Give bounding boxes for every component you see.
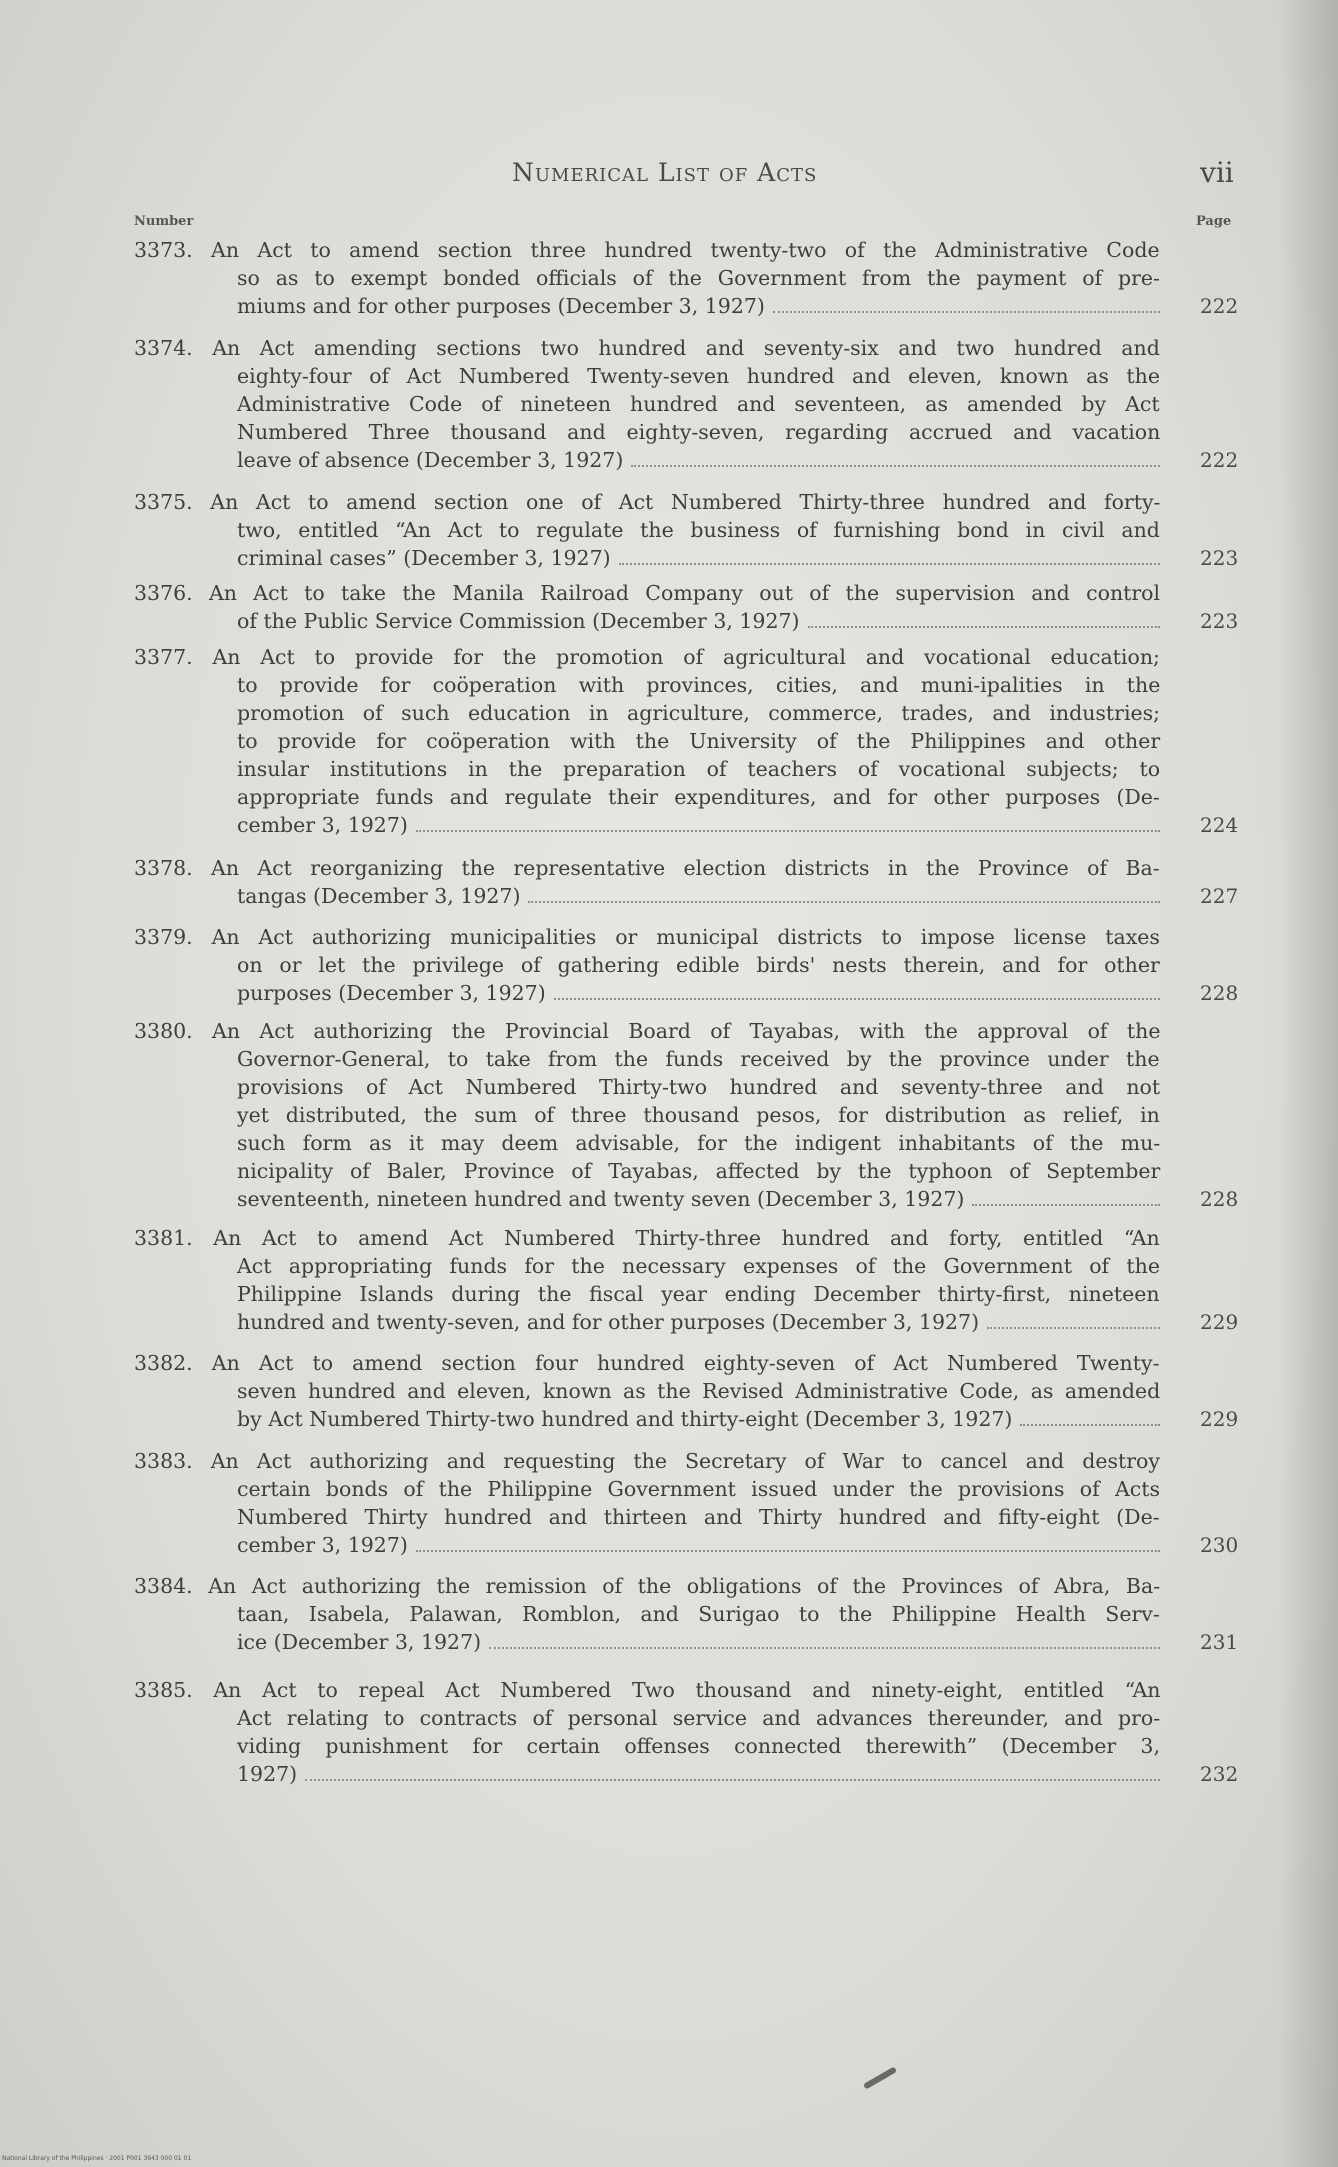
dotted-leader [305,1779,1160,1781]
act-entry-line: by Act Numbered Thirty-two hundred and thirty-eight (December 3, 1927) [237,1407,1013,1431]
act-entry-line: Numbered Thirty hundred and thirteen and Thirty hundred and fifty-eight (De- [237,1505,1160,1529]
number-column-label: Number [134,214,194,229]
act-entry-first-line: 3380. An Act authorizing the Provincial Board of Tayabas, with the approval of the [134,1019,1161,1043]
act-entry-first-line: 3383. An Act authorizing and requesting the Secretary of War to cancel and destroy [134,1449,1160,1473]
act-entry-line: purposes (December 3, 1927) [237,981,546,1005]
act-entry-first-line: 3382. An Act to amend section four hundred eighty-seven of Act Numbered Twenty- [134,1351,1160,1375]
act-entry-line: seventeenth, nineteen hundred and twenty seven (December 3, 1927) [237,1187,965,1211]
act-entry-line: two, entitled “An Act to regulate the business of furnishing bond in civil and [237,518,1160,542]
act-entry-line: provisions of Act Numbered Thirty-two hundred and seventy-three and not [237,1075,1161,1099]
page-reference: 228 [1200,981,1239,1005]
act-entry-line: certain bonds of the Philippine Government issued under the provisions of Acts [237,1477,1161,1501]
page-header [0,152,1338,192]
footer-note: National Library of the Philippines · 2001 P001 3943 000 01 01 [2,2155,192,2162]
page-reference: 227 [1200,884,1239,908]
act-entry-line: of the Public Service Commission (December 3, 1927) [237,609,800,633]
act-entry-first-line: 3381. An Act to amend Act Numbered Thirty-three hundred and forty, entitled “An [134,1226,1160,1250]
act-entry-line: tangas (December 3, 1927) [237,884,521,908]
act-entry-first-line: 3385. An Act to repeal Act Numbered Two thousand and ninety-eight, entitled “An [134,1678,1161,1702]
act-entry-line: eighty-four of Act Numbered Twenty-seven hundred and eleven, known as the [237,364,1160,388]
act-entry-line: insular institutions in the preparation of teachers of vocational subjects; to [237,757,1161,781]
dotted-leader [972,1204,1160,1206]
page-reference: 223 [1200,546,1239,570]
page-edge-shadow [1278,0,1338,2167]
act-entry-line: hundred and twenty-seven, and for other purposes (December 3, 1927) [237,1310,980,1334]
act-entry-line: nicipality of Baler, Province of Tayabas, affected by the typhoon of September [237,1159,1161,1183]
page-reference: 230 [1200,1533,1239,1557]
dotted-leader [619,563,1160,565]
dotted-leader [554,998,1160,1000]
dotted-leader [808,626,1160,628]
act-entry-line: to provide for coöperation with provinces, cities, and muni-ipalities in the [237,673,1161,697]
act-entry-line: ice (December 3, 1927) [237,1630,482,1654]
page-reference: 229 [1200,1407,1239,1431]
page-reference: 232 [1200,1762,1239,1786]
act-entry-line: Administrative Code of nineteen hundred and seventeen, as amended by Act [237,392,1160,416]
act-entry-first-line: 3376. An Act to take the Manila Railroad Company out of the supervision and control [134,581,1161,605]
act-entry-first-line: 3375. An Act to amend section one of Act Numbered Thirty-three hundred and forty- [134,490,1161,514]
act-entry-line: on or let the privilege of gathering edible birds' nests therein, and for other [237,953,1160,977]
page-column-label: Page [1196,214,1232,229]
act-entry-line: such form as it may deem advisable, for the indigent inhabitants of the mu- [237,1131,1161,1155]
act-entry-line: miums and for other purposes (December 3, 1927) [237,294,765,318]
act-entry-line: Act relating to contracts of personal service and advances thereunder, and pro- [237,1706,1161,1730]
act-entry-line: so as to exempt bonded officials of the Government from the payment of pre- [237,266,1160,290]
page-reference: 222 [1200,448,1239,472]
act-entry-first-line: 3374. An Act amending sections two hundred and seventy-six and two hundred and [134,336,1160,360]
act-entry-line: promotion of such education in agriculture, commerce, trades, and industries; [237,701,1161,725]
ink-mark [863,2066,897,2089]
page-reference: 224 [1200,813,1239,837]
act-entry-line: criminal cases” (December 3, 1927) [237,546,611,570]
act-entry-line: cember 3, 1927) [237,813,408,837]
dotted-leader [528,901,1160,903]
act-entry-line: 1927) [237,1762,298,1786]
act-entry-first-line: 3377. An Act to provide for the promotion of agricultural and vocational education; [134,645,1160,669]
act-entry-line: appropriate funds and regulate their expenditures, and for other purposes (De- [237,785,1160,809]
dotted-leader [1020,1424,1160,1426]
page-reference: 229 [1200,1310,1239,1334]
act-entry-line: Numbered Three thousand and eighty-seven, regarding accrued and vacation [237,420,1161,444]
act-entry-first-line: 3373. An Act to amend section three hundred twenty-two of the Administrative Code [134,238,1160,262]
act-entry-line: to provide for coöperation with the University of the Philippines and other [237,729,1161,753]
act-entry-line: yet distributed, the sum of three thousand pesos, for distribution as relief, in [237,1103,1160,1127]
dotted-leader [987,1327,1160,1329]
act-entry-line: taan, Isabela, Palawan, Romblon, and Surigao to the Philippine Health Serv- [237,1602,1160,1626]
page-reference: 223 [1200,609,1239,633]
dotted-leader [773,311,1160,313]
act-entry-line: Philippine Islands during the fiscal year ending December thirty-first, nineteen [237,1282,1160,1306]
dotted-leader [489,1647,1160,1649]
page-reference: 222 [1200,294,1239,318]
act-entry-line: Act appropriating funds for the necessary expenses of the Government of the [237,1254,1160,1278]
act-entry-first-line: 3379. An Act authorizing municipalities or municipal districts to impose license taxes [134,925,1160,949]
dotted-leader [416,1550,1160,1552]
page-reference: 231 [1200,1630,1239,1654]
act-entry-line: Governor-General, to take from the funds received by the province under the [237,1047,1160,1071]
act-entry-first-line: 3384. An Act authorizing the remission of the obligations of the Provinces of Abra, Ba- [134,1574,1161,1598]
act-entry-line: seven hundred and eleven, known as the Revised Administrative Code, as amended [237,1379,1161,1403]
act-entry-line: viding punishment for certain offenses connected therewith” (December 3, [237,1734,1160,1758]
folio-number: vii [1200,156,1234,189]
act-entry-line: cember 3, 1927) [237,1533,408,1557]
dotted-leader [416,830,1160,832]
dotted-leader [631,465,1160,467]
act-entry-first-line: 3378. An Act reorganizing the representative election districts in the Province of Ba- [134,856,1160,880]
page-reference: 228 [1200,1187,1239,1211]
act-entry-line: leave of absence (December 3, 1927) [237,448,624,472]
column-labels [0,214,1338,234]
running-title: Numerical List of Acts [512,158,818,187]
